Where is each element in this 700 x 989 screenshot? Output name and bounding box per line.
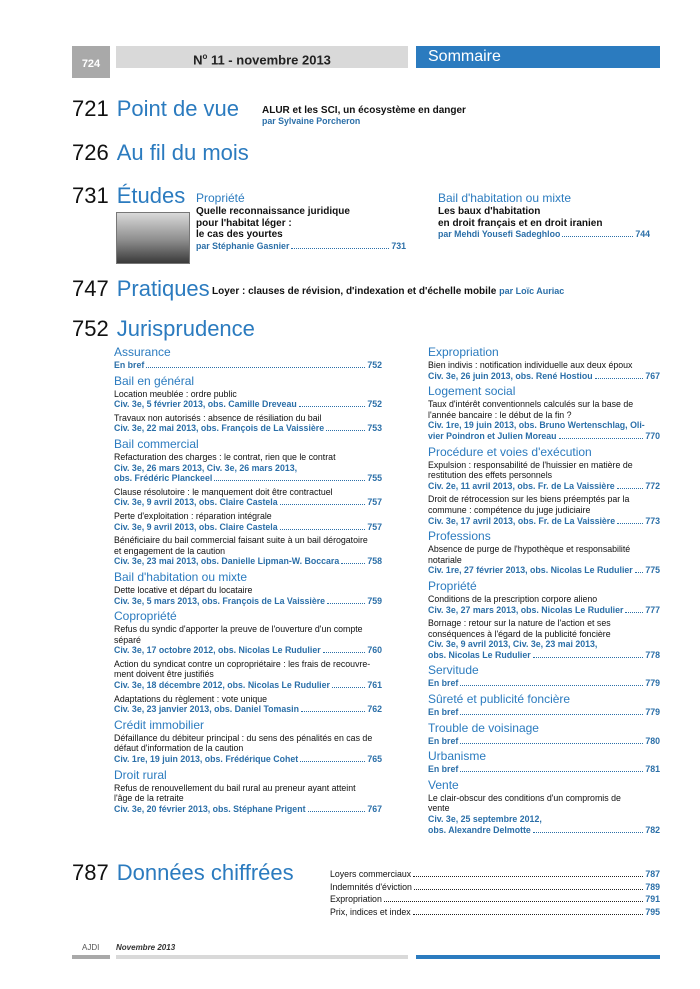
cat-propriete: Propriété Conditions de la prescription corpore alieno Civ. 3e, 27 mars 2013, obs. Nicolas Le Rudulier 777 Bornage : retour sur la nature de l'action et ses conséquences à l'égard de la publicité foncière Civ. 3e, 9 avril 2013, Civ. 3e, 23 mai 2013, obs. Nicolas Le Rudulier 778 — [428, 578, 660, 660]
cat-professions: Professions Absence de purge de l'hypothèque et responsabilité notariale Civ. 1re, 27 février 2013, obs. Nicolas Le Rudulier 775 — [428, 529, 660, 576]
cat-trouble-voisinage: Trouble de voisinage En bref 780 — [428, 720, 660, 746]
donnees-item[interactable]: Expropriation 791 — [330, 894, 660, 904]
section-pratiques: 747 Pratiques — [72, 276, 210, 301]
section-donnees-chiffrees: 787 Données chiffrées — [72, 860, 294, 885]
etudes-left-article[interactable]: Propriété Quelle reconnaissance juridique pour l'habitat léger : le cas des yourtes par Stéphanie Gasnier 731 — [196, 191, 406, 251]
jurisprudence-right-column — [428, 344, 660, 838]
cat-bail-commercial: Bail commercial Refacturation des charges : le contrat, rien que le contrat Civ. 3e, 26 mars 2013, Civ. 3e, 26 mars 2013, obs. Frédéric Planckeel 755 Clause résolutoire : le manquement doit être contractuel Civ. 3e, 9 avril 2013, obs. Claire Castela 757 Perte d'exploitation : réparation intégrale Civ. 3e, 9 avril 2013, obs. Claire Castela 757 Bénéficiaire du bail commercial faisant suite à un bail dérogatoire et engagement de la caution Civ. 3e, 23 mai 2013, obs. Danielle Lipman-W. Boccara 758 — [114, 436, 382, 567]
cat-droit-rural: Droit rural Refus de renouvellement du bail rural au preneur ayant atteint l'âge de la retraite Civ. 3e, 20 février 2013, obs. Stéphane Prigent 767 — [114, 767, 382, 814]
footer-date: Novembre 2013 — [116, 943, 176, 952]
cat-vente: Vente Le clair-obscur des conditions d'un compromis de vente Civ. 3e, 25 septembre 2012, obs. Alexandre Delmotte 782 — [428, 777, 660, 835]
cat-expropriation: Expropriation Bien indivis : notification individuelle aux deux époux Civ. 3e, 26 juin 2013, obs. René Hostiou 767 — [428, 345, 660, 381]
footer-bar-blue — [416, 955, 660, 959]
donnees-item[interactable]: Indemnités d'éviction 789 — [330, 881, 660, 892]
cat-urbanisme: Urbanisme En bref 781 — [428, 749, 660, 775]
footer-bar-grey-small — [72, 955, 110, 959]
pratiques-article[interactable]: Loyer : clauses de révision, d'indexation et d'échelle mobile par Loïc Auriac — [212, 286, 565, 297]
jurisprudence-left-column — [114, 344, 382, 817]
sommaire-banner: Sommaire — [416, 46, 660, 68]
cat-surete: Sûreté et publicité foncière En bref 779 — [428, 692, 660, 718]
cat-servitude: Servitude En bref 779 — [428, 663, 660, 689]
section-au-fil-du-mois[interactable]: 726 Au fil du mois — [72, 140, 249, 165]
footer-bar-grey — [116, 955, 408, 959]
cat-copropriete: Copropriété Refus du syndic d'apporter la preuve de l'ouverture d'un compte séparé Civ. 3e, 17 octobre 2012, obs. Nicolas Le Rudulier 760 Action du syndicat contre un copropriétaire : les frais de recouvre- ment doivent être justifiés Civ. 3e, 18 décembre 2012, obs. Nicolas Le Rudulier 761 Adaptations du règlement : vote unique Civ. 3e, 23 janvier 2013, obs. Daniel Tomasin 762 — [114, 609, 382, 715]
donnees-item[interactable]: Prix, indices et index 795 — [330, 906, 660, 917]
footer-journal: AJDI — [82, 943, 100, 952]
section-point-de-vue: 721 Point de vue — [72, 96, 240, 121]
page-number: 724 — [72, 46, 110, 78]
section-etudes: 731 Études — [72, 183, 186, 208]
cat-logement-social: Logement social Taux d'intérêt conventionnels calculés sur la base de l'année bancaire : le début de la fin ? Civ. 1re, 19 juin 2013, obs. Bruno Wertenschlag, Oli- vier Poindron et Julien Moreau 770 — [428, 384, 660, 441]
pdv-article[interactable]: ALUR et les SCI, un écosystème en danger par Sylvaine Porcheron — [262, 105, 466, 126]
donnees-list — [330, 868, 660, 918]
etudes-right-article[interactable]: Bail d'habitation ou mixte Les baux d'habitation en droit français et en droit iranien par Mehdi Yousefi Sadeghloo 744 — [438, 191, 650, 239]
cat-bail-habitation: Bail d'habitation ou mixte Dette locative et départ du locataire Civ. 3e, 5 mars 2013, obs. François de La Vaissière 759 — [114, 569, 382, 606]
section-jurisprudence: 752 Jurisprudence — [72, 316, 255, 341]
yourte-photo — [116, 212, 190, 264]
donnees-item[interactable]: Loyers commerciaux 787 — [330, 869, 660, 879]
cat-assurance: Assurance En bref 752 — [114, 345, 382, 370]
issue-label: $N^o$ 11 - novembre 2013 — [116, 46, 408, 68]
cat-procedure: Procédure et voies d'exécution Expulsion : responsabilité de l'huissier en matière de restitution des effets personnels Civ. 2e, 11 avril 2013, obs. Fr. de La Vaissière 772 Droit de rétrocession sur les biens préemptés par la commune : compétence du juge judiciaire Civ. 3e, 17 avril 2013, obs. Fr. de La Vaissière 773 — [428, 444, 660, 526]
cat-credit-immobilier: Crédit immobilier Défaillance du débiteur principal : du sens des pénalités en cas de défaut d'information de la caution Civ. 1re, 19 juin 2013, obs. Frédérique Cohet 765 — [114, 717, 382, 765]
cat-bail-general: Bail en général Location meublée : ordre public Civ. 3e, 5 février 2013, obs. Camille Dreveau 752 Travaux non autorisés : absence de résiliation du bail Civ. 3e, 22 mai 2013, obs. François de La Vaissière 753 — [114, 373, 382, 434]
